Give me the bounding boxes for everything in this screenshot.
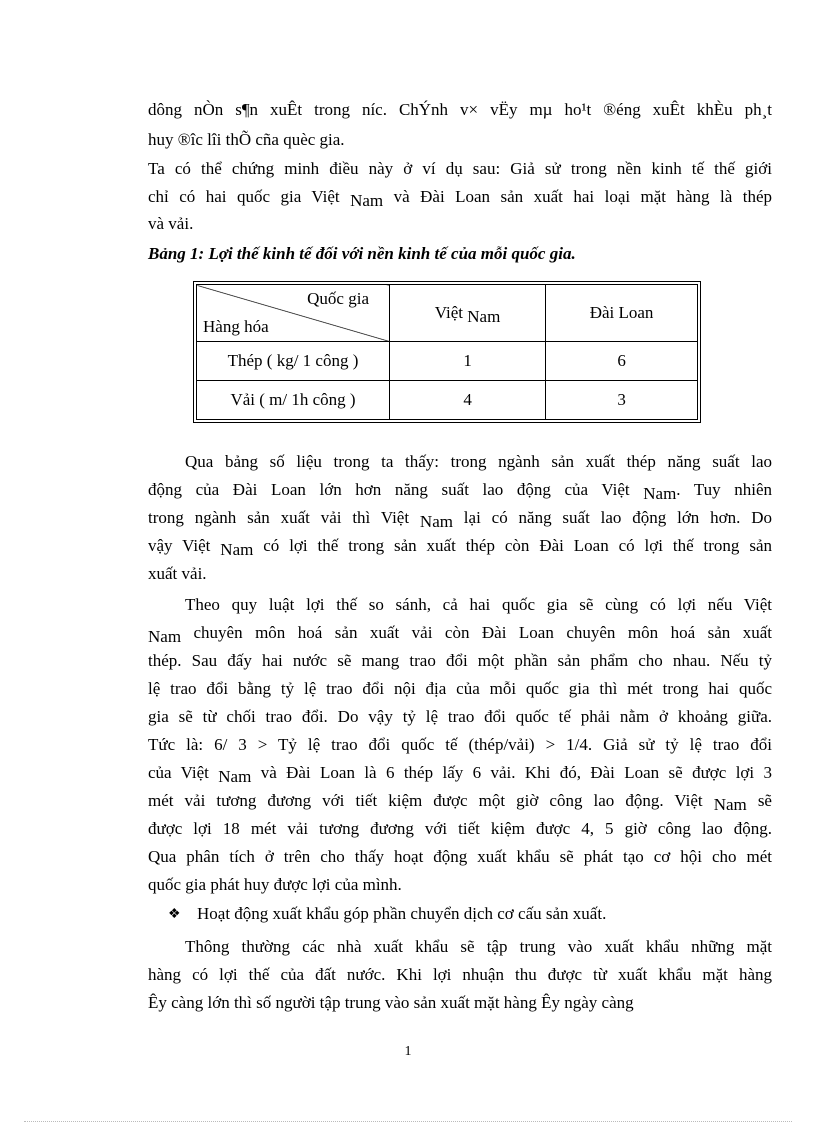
- text-run: và Đài Loan sản xuất hai loại mặt hàng là thép: [383, 187, 772, 206]
- text-line: thép. Sau đấy hai nước sẽ mang trao đổi một phần sản phẩm cho nhau. Nếu tỷ: [148, 651, 772, 670]
- text-line: huy ®îc lîi thÕ cña quèc gia.: [148, 130, 345, 149]
- text-run: có lợi thế trong sản xuất thép còn Đài Loan có lợi thế trong sản: [253, 536, 772, 555]
- text-line: gia sẽ từ chối trao đổi. Do vậy tỷ lệ trao đổi quốc tế phải nằm ở khoảng giữa.: [148, 707, 772, 726]
- text-run: trong ngành sản xuất vải thì Việt: [148, 508, 420, 527]
- text-line: xuất vải.: [148, 564, 207, 583]
- row-label: Thép ( kg/ 1 công ): [197, 342, 390, 381]
- text-run: mét vải tương đương với tiết kiệm được một giờ công lao động. Việt: [148, 791, 714, 810]
- text-line: dông nÒn s¶n xuÊt trong níc. ChÝnh v× vËy mµ ho¹t ®éng xuÊt khÈu ph¸t: [148, 100, 772, 119]
- subscript-run: Nam: [148, 627, 182, 646]
- table-header-diagonal: [197, 285, 390, 342]
- page-bottom-divider: [24, 1121, 792, 1122]
- text-line: Qua bảng số liệu trong ta thấy: trong ngành sản xuất thép năng suất lao: [185, 452, 772, 471]
- text-run: chỉ có hai quốc gia Việt: [148, 187, 351, 206]
- text-line: Ta có thể chứng minh điều này ở ví dụ sau: Giả sử trong nền kinh tế thế giới: [148, 159, 772, 178]
- table-caption: Bảng 1: Lợi thế kinh tế đối với nền kinh tế của mỗi quốc gia.: [148, 244, 576, 263]
- cell-value: 3: [546, 381, 698, 420]
- row-label: Vải ( m/ 1h công ): [197, 381, 390, 420]
- header-taiwan: Đài Loan: [546, 285, 698, 342]
- text-line: [148, 187, 772, 210]
- subscript-run: Nam: [419, 512, 453, 531]
- header-country-label: Quốc gia: [307, 289, 369, 308]
- subscript-run: Nam: [350, 191, 384, 210]
- text-line: Qua phân tích ở trên cho thấy hoạt động xuất khẩu sẽ phát tạo cơ hội cho mét: [148, 847, 772, 866]
- text-line: Theo quy luật lợi thế so sánh, cả hai quốc gia sẽ cùng có lợi nếu Việt: [185, 595, 772, 614]
- text-run: của Việt: [148, 763, 219, 782]
- cell-value: 6: [546, 342, 698, 381]
- cell-value: 1: [390, 342, 546, 381]
- text-line: quốc gia phát huy được lợi của mình.: [148, 875, 402, 894]
- data-table: [193, 281, 701, 423]
- text-line: Tức là: 6/ 3 > Tỷ lệ trao đổi quốc tế (thép/vải) > 1/4. Giả sử tỷ lệ trao đổi: [148, 735, 772, 754]
- text-run: chuyên môn hoá sản xuất vải còn Đài Loan chuyên môn hoá sản xuất: [181, 623, 772, 642]
- header-text: Việt: [434, 303, 468, 322]
- subscript-run: Nam: [643, 484, 677, 503]
- bullet-text: Hoạt động xuất khẩu góp phần chuyển dịch cơ cấu sản xuất.: [197, 904, 607, 923]
- text-run: động của Đài Loan lớn hơn năng suất lao động của Việt: [148, 480, 644, 499]
- subscript-run: Nam: [220, 540, 254, 559]
- cell-value: 4: [390, 381, 546, 420]
- subscript-run: Nam: [713, 795, 747, 814]
- diamond-bullet-icon: ❖: [168, 907, 181, 922]
- text-run: vậy Việt: [148, 536, 221, 555]
- text-run: sẽ: [746, 791, 772, 810]
- text-run: . Tuy nhiên: [676, 480, 773, 499]
- text-line: [148, 623, 772, 646]
- text-run: lại có năng suất lao động lớn hơn. Do: [452, 508, 773, 527]
- text-run: và Đài Loan là 6 thép lấy 6 vải. Khi đó, Đài Loan sẽ được lợi 3: [251, 763, 773, 782]
- text-line: [148, 763, 773, 786]
- subscript-run: Nam: [218, 767, 252, 786]
- text-line: hàng có lợi thế của đất nước. Khi lợi nhuận thu được từ xuất khẩu mặt hàng: [148, 965, 772, 984]
- text-line: lệ trao đổi bằng tỷ lệ trao đổi nội địa của mỗi quốc gia thì mét trong hai quốc: [148, 679, 772, 698]
- text-line: Thông thường các nhà xuất khẩu sẽ tập trung vào xuất khẩu những mặt: [185, 937, 772, 956]
- header-subscript: Nam: [467, 307, 501, 326]
- text-line: [148, 508, 773, 531]
- text-line: [148, 536, 772, 559]
- text-line: và vải.: [148, 214, 194, 233]
- text-line: Êy càng lớn thì số người tập trung vào sản xuất mặt hàng Êy ngày càng: [148, 993, 634, 1012]
- text-line: [148, 791, 772, 814]
- page-number: 1: [404, 1044, 412, 1059]
- text-line: được lợi 18 mét vải tương đương với tiết kiệm được 4, 5 giờ công lao động.: [148, 819, 772, 838]
- header-goods-label: Hàng hóa: [203, 317, 269, 336]
- header-vietnam: [390, 285, 546, 342]
- text-line: [148, 480, 773, 503]
